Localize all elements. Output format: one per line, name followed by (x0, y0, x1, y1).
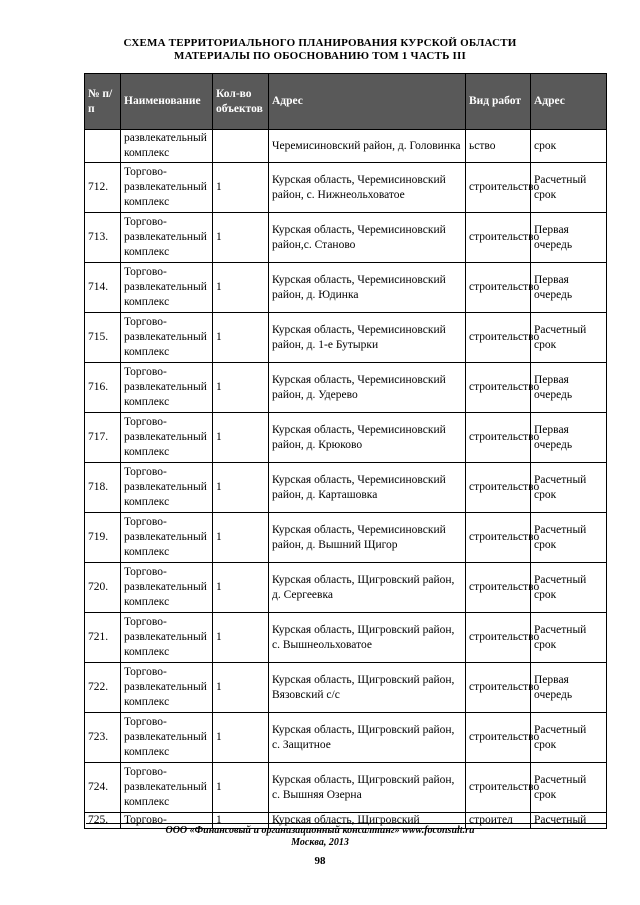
footer-company: ООО «Финансовый и организационный консалтинг» www.foconsult.ru (165, 825, 475, 836)
cell-number: 721. (85, 613, 121, 663)
cell-quantity: 1 (213, 163, 269, 213)
cell-number: 712. (85, 163, 121, 213)
cell-number (85, 130, 121, 163)
header-title: СХЕМА ТЕРРИТОРИАЛЬНОГО ПЛАНИРОВАНИЯ КУРСКОЙ ОБЛАСТИ (123, 37, 517, 49)
footer-city-year: Москва, 2013 (291, 837, 349, 848)
cell-name: Торгово-развлекательный комплекс (121, 563, 213, 613)
cell-quantity: 1 (213, 513, 269, 563)
cell-term: Расчетный (531, 813, 607, 829)
cell-number: 722. (85, 663, 121, 713)
cell-term: Первая очередь (531, 413, 607, 463)
cell-work-type: строительство (466, 463, 531, 513)
cell-work-type: строительство (466, 213, 531, 263)
cell-name: Торгово-развлекательный комплекс (121, 713, 213, 763)
page-footer (0, 825, 640, 849)
registry-table (84, 73, 607, 829)
cell-name: Торгово-развлекательный комплекс (121, 313, 213, 363)
cell-address: Курская область, Черемисиновский район, д. Вышний Щигор (269, 513, 466, 563)
cell-number: 720. (85, 563, 121, 613)
cell-quantity: 1 (213, 763, 269, 813)
cell-number: 716. (85, 363, 121, 413)
cell-quantity: 1 (213, 313, 269, 363)
table-row (85, 563, 607, 613)
cell-address: Курская область, Щигровский район, с. Вышнеольховатое (269, 613, 466, 663)
cell-term: Расчетный срок (531, 163, 607, 213)
cell-address: Курская область, Черемисиновский район, д. Крюково (269, 413, 466, 463)
cell-quantity: 1 (213, 413, 269, 463)
table-row (85, 613, 607, 663)
cell-work-type: строительство (466, 613, 531, 663)
cell-quantity: 1 (213, 663, 269, 713)
cell-name: Торгово- (121, 813, 213, 829)
cell-work-type: ьство (466, 130, 531, 163)
table-row (85, 363, 607, 413)
column-header-name: Наименование (121, 74, 213, 130)
table-row (85, 263, 607, 313)
cell-number: 718. (85, 463, 121, 513)
cell-term: Первая очередь (531, 263, 607, 313)
cell-quantity (213, 130, 269, 163)
table-row (85, 513, 607, 563)
column-header-work-type: Вид работ (466, 74, 531, 130)
cell-name: Торгово-развлекательный комплекс (121, 163, 213, 213)
cell-work-type: строительство (466, 663, 531, 713)
cell-number: 714. (85, 263, 121, 313)
cell-quantity: 1 (213, 563, 269, 613)
page-header (0, 37, 640, 63)
table-row (85, 713, 607, 763)
cell-address: Курская область, Щигровский (269, 813, 466, 829)
cell-name: Торгово-развлекательный комплекс (121, 463, 213, 513)
cell-quantity: 1 (213, 263, 269, 313)
table-row (85, 163, 607, 213)
table-row (85, 413, 607, 463)
cell-term: срок (531, 130, 607, 163)
cell-number: 724. (85, 763, 121, 813)
cell-name: Торгово-развлекательный комплекс (121, 363, 213, 413)
column-header-number: № п/п (85, 74, 121, 130)
cell-term: Первая очередь (531, 663, 607, 713)
cell-address: Курская область, Щигровский район, Вязовский с/с (269, 663, 466, 713)
cell-address: Курская область, Черемисиновский район,с. Станово (269, 213, 466, 263)
cell-number: 725. (85, 813, 121, 829)
cell-number: 723. (85, 713, 121, 763)
cell-work-type: строительство (466, 363, 531, 413)
column-header-term: Адрес (531, 74, 607, 130)
column-header-address: Адрес (269, 74, 466, 130)
cell-quantity: 1 (213, 813, 269, 829)
cell-address: Курская область, Щигровский район, с. Защитное (269, 713, 466, 763)
cell-address: Курская область, Черемисиновский район, д. Юдинка (269, 263, 466, 313)
cell-name: Торгово-развлекательный комплекс (121, 613, 213, 663)
cell-quantity: 1 (213, 713, 269, 763)
cell-address: Курская область, Черемисиновский район, д. Карташовка (269, 463, 466, 513)
cell-term: Расчетный срок (531, 513, 607, 563)
table-row (85, 463, 607, 513)
cell-name: Торгово-развлекательный комплекс (121, 513, 213, 563)
cell-name: Торгово-развлекательный комплекс (121, 413, 213, 463)
table-row (85, 663, 607, 713)
cell-address: Курская область, Черемисиновский район, д. 1-е Бутырки (269, 313, 466, 363)
cell-quantity: 1 (213, 463, 269, 513)
cell-quantity: 1 (213, 363, 269, 413)
cell-term: Первая очередь (531, 363, 607, 413)
cell-term: Расчетный срок (531, 763, 607, 813)
cell-work-type: строительство (466, 413, 531, 463)
cell-name: Торгово-развлекательный комплекс (121, 263, 213, 313)
cell-term: Расчетный срок (531, 713, 607, 763)
cell-address: Черемисиновский район, д. Головинка (269, 130, 466, 163)
cell-work-type: строительство (466, 513, 531, 563)
header-subtitle: МАТЕРИАЛЫ ПО ОБОСНОВАНИЮ ТОМ 1 ЧАСТЬ III (174, 50, 466, 62)
cell-address: Курская область, Черемисиновский район, д. Удерево (269, 363, 466, 413)
table-row (85, 130, 607, 163)
cell-work-type: строительство (466, 763, 531, 813)
cell-work-type: строительство (466, 163, 531, 213)
cell-name: Торгово-развлекательный комплекс (121, 663, 213, 713)
table-header-row (85, 74, 607, 130)
table-row (85, 763, 607, 813)
table-row (85, 213, 607, 263)
cell-name: Торгово-развлекательный комплекс (121, 763, 213, 813)
footer-divider (86, 823, 606, 824)
cell-term: Расчетный срок (531, 463, 607, 513)
cell-number: 715. (85, 313, 121, 363)
cell-address: Курская область, Щигровский район, с. Вышняя Озерна (269, 763, 466, 813)
cell-work-type: строительство (466, 713, 531, 763)
cell-work-type: строител (466, 813, 531, 829)
cell-work-type: строительство (466, 563, 531, 613)
cell-number: 713. (85, 213, 121, 263)
cell-number: 719. (85, 513, 121, 563)
cell-term: Расчетный срок (531, 563, 607, 613)
cell-name: Торгово-развлекательный комплекс (121, 213, 213, 263)
cell-term: Первая очередь (531, 213, 607, 263)
cell-address: Курская область, Щигровский район, д. Сергеевка (269, 563, 466, 613)
cell-term: Расчетный срок (531, 313, 607, 363)
cell-work-type: строительство (466, 263, 531, 313)
cell-quantity: 1 (213, 213, 269, 263)
cell-name: развлекательный комплекс (121, 130, 213, 163)
cell-work-type: строительство (466, 313, 531, 363)
cell-term: Расчетный срок (531, 613, 607, 663)
cell-quantity: 1 (213, 613, 269, 663)
table-row (85, 313, 607, 363)
page-number: 98 (314, 855, 326, 867)
column-header-quantity: Кол-во объектов (213, 74, 269, 130)
cell-address: Курская область, Черемисиновский район, с. Нижнеольховатое (269, 163, 466, 213)
cell-number: 717. (85, 413, 121, 463)
